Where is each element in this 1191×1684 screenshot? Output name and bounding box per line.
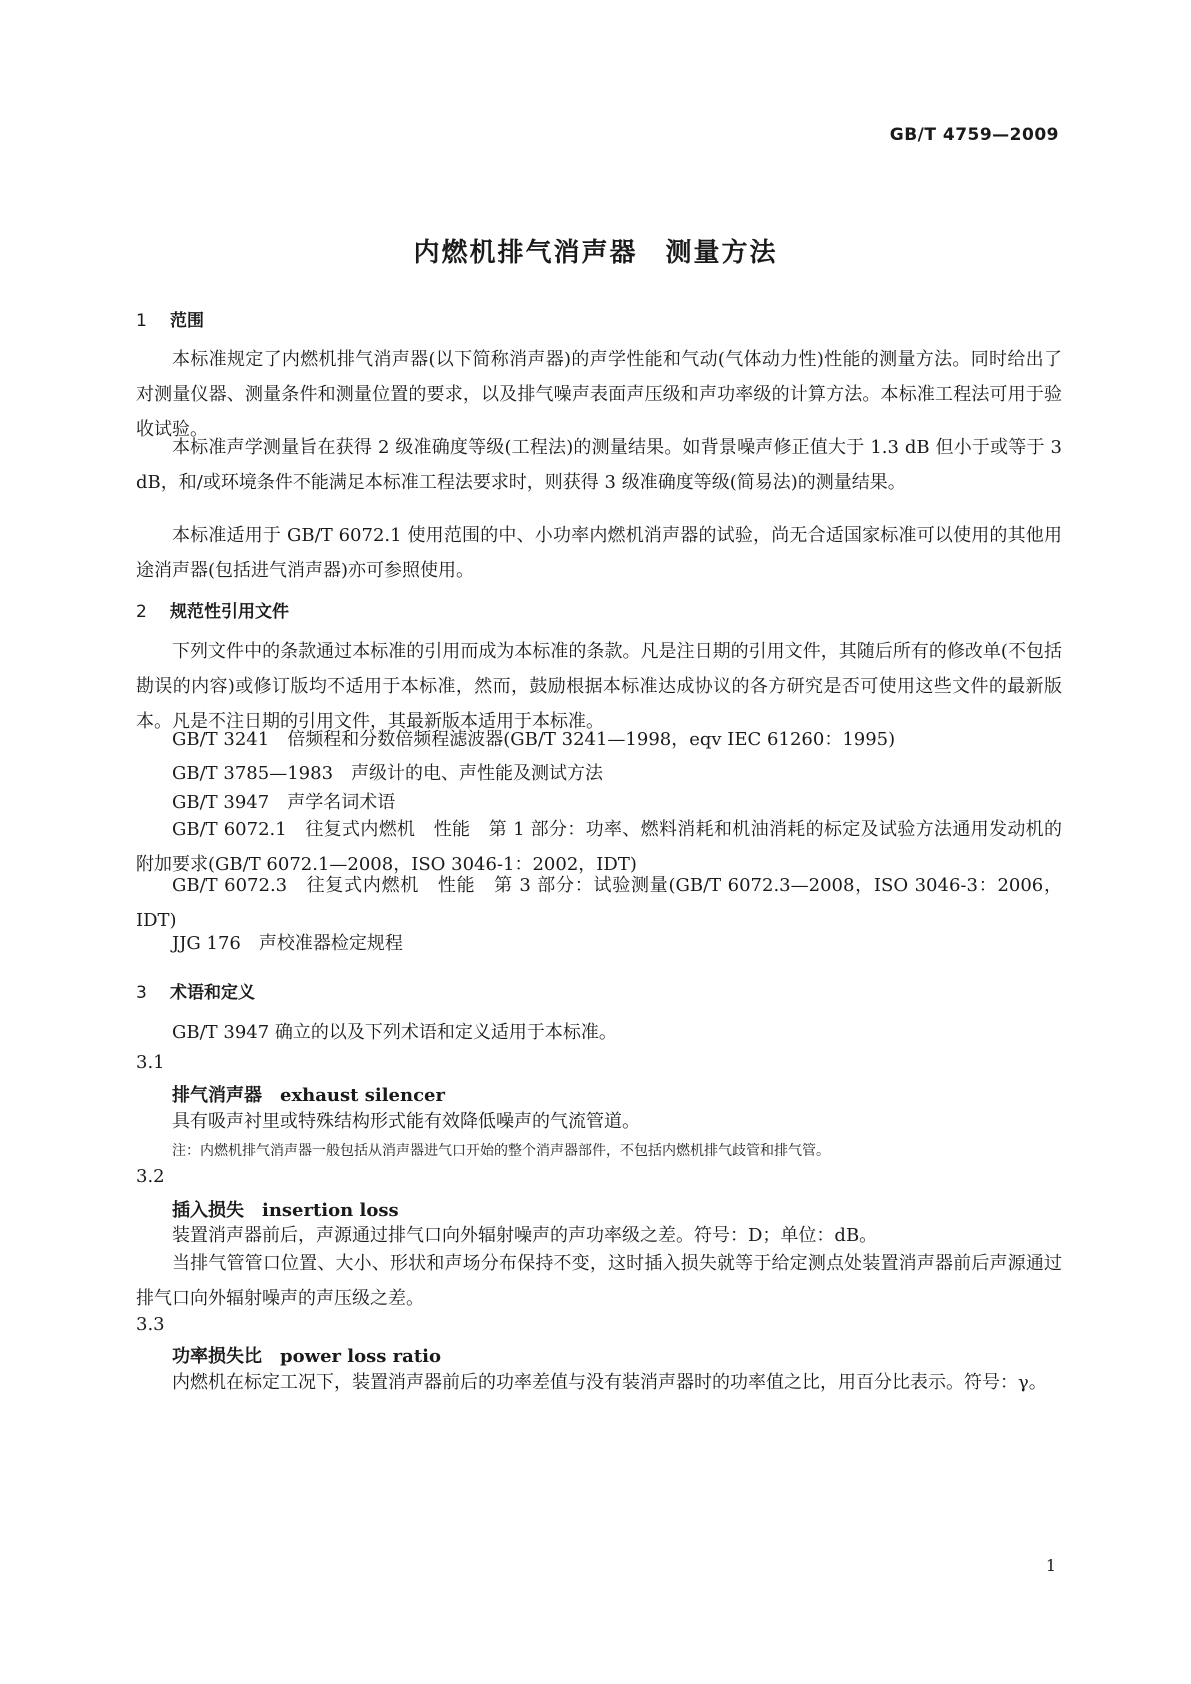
- section-2-heading: [136, 597, 289, 622]
- reference-item: GB/T 3785—1983 声级计的电、声性能及测试方法: [172, 763, 604, 784]
- term-zh: 插入损失: [172, 1200, 244, 1221]
- reference-item: GB/T 3241 倍频程和分数倍频程滤波器(GB/T 3241—1998，eqv IEC 61260：1995): [172, 729, 896, 750]
- paragraph: 本标准规定了内燃机排气消声器(以下简称消声器)的声学性能和气动(气体动力性)性能的测量方法。同时给出了对测量仪器、测量条件和测量位置的要求，以及排气噪声表面声压级和声功率级的计算方法。本标准工程法可用于验收试验。: [136, 349, 1062, 440]
- standard-code: GB/T 4759—2009: [889, 125, 1059, 145]
- term-en: exhaust silencer: [280, 1085, 445, 1106]
- reference-item: JJG 176 声校准器检定规程: [172, 933, 403, 954]
- paragraph: 下列文件中的条款通过本标准的引用而成为本标准的条款。凡是注日期的引用文件，其随后所有的修改单(不包括勘误的内容)或修订版均不适用于本标准，然而，鼓励根据本标准达成协议的各方研究是否可使用这些文件的最新版本。凡是不注日期的引用文件，其最新版本适用于本标准。: [136, 641, 1062, 732]
- section-title: 范围: [170, 311, 204, 331]
- term-note: 注：内燃机排气消声器一般包括从消声器进气口开始的整个消声器部件，不包括内燃机排气歧管和排气管。: [172, 1143, 830, 1159]
- section-title: 规范性引用文件: [170, 602, 289, 622]
- term-en: insertion loss: [262, 1200, 399, 1221]
- reference-item: GB/T 6072.3 往复式内燃机 性能 第 3 部分：试验测量(GB/T 6072.3—2008，ISO 3046-3：2006，IDT): [136, 875, 1062, 931]
- page-number: 1: [1045, 1556, 1056, 1575]
- document-title: 内燃机排气消声器 测量方法: [413, 238, 778, 268]
- section-1-heading: [136, 306, 204, 331]
- term-zh: 功率损失比: [172, 1346, 262, 1367]
- term-zh: 排气消声器: [172, 1085, 262, 1106]
- term-definition: 装置消声器前后，声源通过排气口向外辐射噪声的声功率级之差。符号：D；单位：dB。: [172, 1225, 878, 1246]
- paragraph: GB/T 3947 确立的以及下列术语和定义适用于本标准。: [172, 1022, 617, 1043]
- section-3-heading: [136, 978, 255, 1003]
- term-definition: 当排气管管口位置、大小、形状和声场分布保持不变，这时插入损失就等于给定测点处装置消声器前后声源通过排气口向外辐射噪声的声压级之差。: [136, 1253, 1062, 1309]
- term-definition: 内燃机在标定工况下，装置消声器前后的功率差值与没有装消声器时的功率值之比，用百分比表示。符号：γ。: [172, 1372, 1047, 1393]
- term-en: power loss ratio: [280, 1346, 441, 1367]
- section-title: 术语和定义: [170, 983, 255, 1003]
- section-number: 3: [136, 983, 147, 1003]
- paragraph: 本标准适用于 GB/T 6072.1 使用范围的中、小功率内燃机消声器的试验，尚无合适国家标准可以使用的其他用途消声器(包括进气消声器)亦可参照使用。: [136, 525, 1062, 581]
- reference-item: GB/T 6072.1 往复式内燃机 性能 第 1 部分：功率、燃料消耗和机油消耗的标定及试验方法通用发动机的附加要求(GB/T 6072.1—2008，ISO 3046-1：2002，IDT): [136, 819, 1062, 875]
- term-number: 3.2: [136, 1166, 165, 1187]
- term-number: 3.1: [136, 1052, 165, 1073]
- section-number: 2: [136, 602, 147, 622]
- term-number: 3.3: [136, 1314, 165, 1335]
- reference-item: GB/T 3947 声学名词术语: [172, 792, 396, 813]
- paragraph: 本标准声学测量旨在获得 2 级准确度等级(工程法)的测量结果。如背景噪声修正值大于 1.3 dB 但小于或等于 3 dB，和/或环境条件不能满足本标准工程法要求时，则获得 3 级准确度等级(简易法)的测量结果。: [136, 437, 1062, 493]
- section-number: 1: [136, 311, 147, 331]
- term-definition: 具有吸声衬里或特殊结构形式能有效降低噪声的气流管道。: [172, 1111, 640, 1132]
